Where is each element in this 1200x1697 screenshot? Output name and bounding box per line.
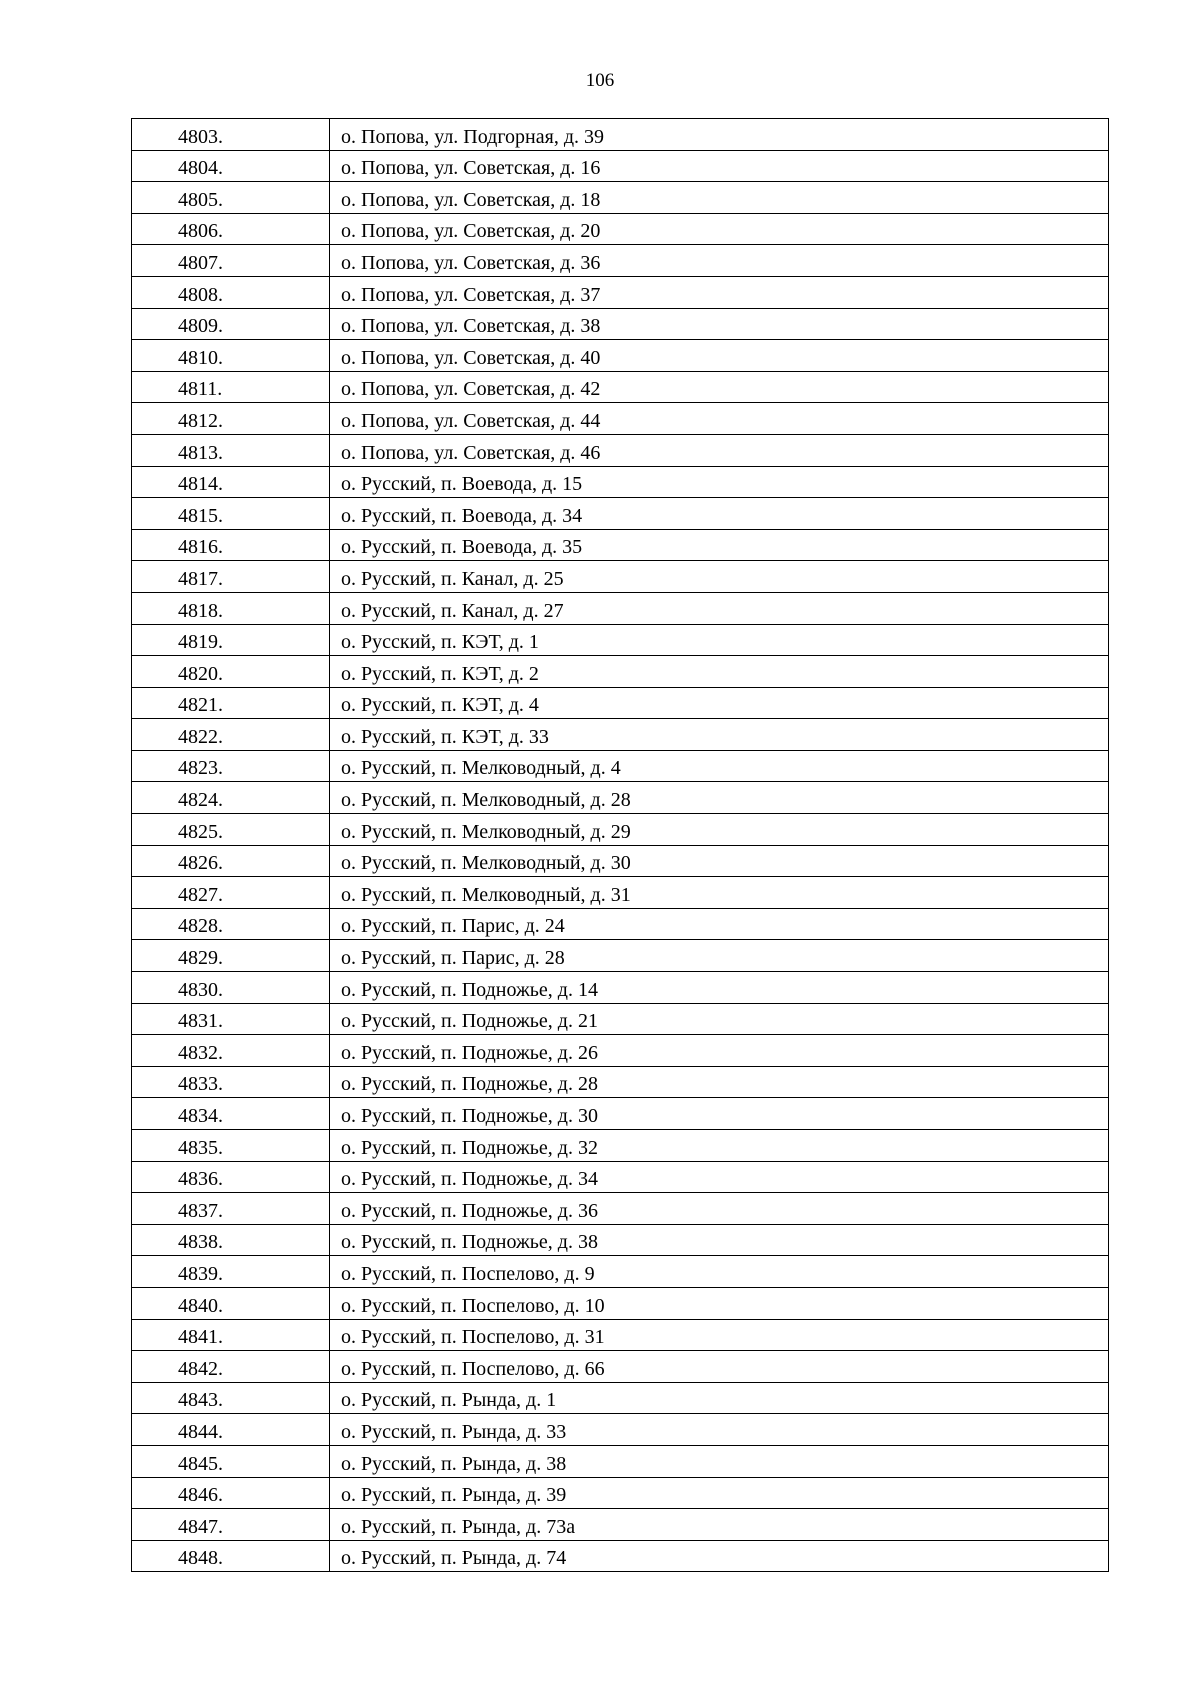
address-cell <box>330 1066 1109 1098</box>
row-number: 4826. <box>178 852 223 875</box>
row-number: 4831. <box>178 1010 223 1033</box>
address-text: о. Русский, п. Поспелово, д. 10 <box>341 1294 605 1317</box>
table-row <box>132 877 1109 909</box>
row-number: 4843. <box>178 1389 223 1412</box>
row-number-cell <box>132 624 330 656</box>
table-row <box>132 1382 1109 1414</box>
row-number-cell <box>132 1351 330 1383</box>
row-number-cell <box>132 561 330 593</box>
table-row <box>132 908 1109 940</box>
row-number-cell <box>132 940 330 972</box>
row-number: 4809. <box>178 315 223 338</box>
address-cell <box>330 213 1109 245</box>
address-text: о. Русский, п. Поспелово, д. 66 <box>341 1357 605 1380</box>
row-number-cell <box>132 1319 330 1351</box>
table-row <box>132 814 1109 846</box>
row-number-cell <box>132 814 330 846</box>
address-cell <box>330 1193 1109 1225</box>
table-row <box>132 1098 1109 1130</box>
address-text: о. Русский, п. Мелководный, д. 28 <box>341 789 631 812</box>
row-number: 4840. <box>178 1294 223 1317</box>
table-row <box>132 308 1109 340</box>
row-number: 4821. <box>178 694 223 717</box>
address-text: о. Русский, п. КЭТ, д. 4 <box>341 694 539 717</box>
address-text: о. Попова, ул. Советская, д. 37 <box>341 283 601 306</box>
address-text: о. Попова, ул. Советская, д. 40 <box>341 346 601 369</box>
address-cell <box>330 1161 1109 1193</box>
address-cell <box>330 276 1109 308</box>
table-row <box>132 782 1109 814</box>
row-number: 4832. <box>178 1041 223 1064</box>
row-number: 4848. <box>178 1547 223 1570</box>
row-number: 4822. <box>178 725 223 748</box>
row-number: 4815. <box>178 504 223 527</box>
address-cell <box>330 371 1109 403</box>
address-cell <box>330 624 1109 656</box>
address-cell <box>330 119 1109 151</box>
row-number: 4842. <box>178 1357 223 1380</box>
row-number-cell <box>132 1382 330 1414</box>
address-cell <box>330 561 1109 593</box>
address-text: о. Русский, п. Воевода, д. 35 <box>341 536 583 559</box>
table-row <box>132 1256 1109 1288</box>
address-text: о. Русский, п. Подножье, д. 26 <box>341 1041 598 1064</box>
row-number-cell <box>132 119 330 151</box>
address-text: о. Русский, п. Рында, д. 38 <box>341 1452 567 1475</box>
address-cell <box>330 877 1109 909</box>
address-cell <box>330 150 1109 182</box>
address-cell <box>330 1414 1109 1446</box>
row-number-cell <box>132 371 330 403</box>
row-number: 4824. <box>178 789 223 812</box>
address-cell <box>330 466 1109 498</box>
row-number: 4845. <box>178 1452 223 1475</box>
address-text: о. Попова, ул. Советская, д. 38 <box>341 315 601 338</box>
row-number-cell <box>132 434 330 466</box>
table-row <box>132 592 1109 624</box>
table-row <box>132 1161 1109 1193</box>
row-number: 4836. <box>178 1168 223 1191</box>
table-row <box>132 1130 1109 1162</box>
row-number-cell <box>132 719 330 751</box>
row-number-cell <box>132 1098 330 1130</box>
address-text: о. Русский, п. Воевода, д. 34 <box>341 504 583 527</box>
table-row <box>132 340 1109 372</box>
row-number: 4823. <box>178 757 223 780</box>
row-number: 4814. <box>178 473 223 496</box>
address-text: о. Русский, п. Мелководный, д. 31 <box>341 883 631 906</box>
table-row <box>132 1066 1109 1098</box>
address-text: о. Попова, ул. Советская, д. 16 <box>341 157 601 180</box>
address-text: о. Русский, п. Рында, д. 73а <box>341 1515 576 1538</box>
row-number: 4841. <box>178 1326 223 1349</box>
address-cell <box>330 972 1109 1004</box>
address-cell <box>330 940 1109 972</box>
row-number-cell <box>132 276 330 308</box>
row-number: 4833. <box>178 1073 223 1096</box>
address-cell <box>330 308 1109 340</box>
row-number-cell <box>132 1256 330 1288</box>
row-number-cell <box>132 1193 330 1225</box>
table-row <box>132 466 1109 498</box>
row-number: 4803. <box>178 125 223 148</box>
table-row <box>132 1319 1109 1351</box>
table-row <box>132 371 1109 403</box>
address-cell <box>330 1256 1109 1288</box>
row-number-cell <box>132 403 330 435</box>
address-cell <box>330 1351 1109 1383</box>
table-row <box>132 1540 1109 1572</box>
table-row <box>132 845 1109 877</box>
address-cell <box>330 782 1109 814</box>
address-text: о. Русский, п. Канал, д. 27 <box>341 599 564 622</box>
row-number: 4838. <box>178 1231 223 1254</box>
address-text: о. Русский, п. Подножье, д. 21 <box>341 1010 598 1033</box>
address-text: о. Русский, п. Рында, д. 39 <box>341 1484 567 1507</box>
row-number: 4804. <box>178 157 223 180</box>
row-number: 4811. <box>178 378 223 401</box>
row-number-cell <box>132 213 330 245</box>
address-cell <box>330 1130 1109 1162</box>
row-number-cell <box>132 308 330 340</box>
row-number: 4839. <box>178 1262 223 1285</box>
table-row <box>132 403 1109 435</box>
address-cell <box>330 182 1109 214</box>
row-number: 4828. <box>178 915 223 938</box>
row-number: 4844. <box>178 1420 223 1443</box>
table-row <box>132 1477 1109 1509</box>
row-number-cell <box>132 845 330 877</box>
row-number-cell <box>132 182 330 214</box>
table-row <box>132 940 1109 972</box>
address-cell <box>330 719 1109 751</box>
address-cell <box>330 1509 1109 1541</box>
row-number: 4830. <box>178 978 223 1001</box>
row-number: 4808. <box>178 283 223 306</box>
table-row <box>132 561 1109 593</box>
address-text: о. Русский, п. Поспелово, д. 9 <box>341 1262 595 1285</box>
row-number: 4847. <box>178 1515 223 1538</box>
address-cell <box>330 245 1109 277</box>
address-text: о. Русский, п. Подножье, д. 30 <box>341 1105 598 1127</box>
row-number-cell <box>132 782 330 814</box>
page-number: 106 <box>585 70 615 91</box>
address-cell <box>330 1287 1109 1319</box>
row-number: 4820. <box>178 662 223 685</box>
address-text: о. Русский, п. Рында, д. 33 <box>341 1420 567 1443</box>
table-row <box>132 1035 1109 1067</box>
address-cell <box>330 403 1109 435</box>
address-cell <box>330 434 1109 466</box>
address-text: о. Русский, п. Воевода, д. 15 <box>341 473 583 496</box>
address-text: о. Русский, п. Канал, д. 25 <box>341 567 564 590</box>
row-number-cell <box>132 498 330 530</box>
row-number: 4817. <box>178 567 223 590</box>
address-cell <box>330 1445 1109 1477</box>
table-row <box>132 1003 1109 1035</box>
row-number: 4834. <box>178 1105 223 1127</box>
address-text: о. Русский, п. КЭТ, д. 1 <box>341 631 539 654</box>
row-number: 4818. <box>178 599 223 622</box>
address-text: о. Русский, п. Подножье, д. 34 <box>341 1168 598 1191</box>
table-row <box>132 119 1109 151</box>
row-number: 4825. <box>178 820 223 843</box>
row-number-cell <box>132 1414 330 1446</box>
address-cell <box>330 1319 1109 1351</box>
address-cell <box>330 656 1109 688</box>
address-cell <box>330 1477 1109 1509</box>
table-row <box>132 1445 1109 1477</box>
table-row <box>132 719 1109 751</box>
table-row <box>132 245 1109 277</box>
row-number: 4816. <box>178 536 223 559</box>
address-text: о. Попова, ул. Советская, д. 46 <box>341 441 601 464</box>
address-cell <box>330 1003 1109 1035</box>
table-row <box>132 276 1109 308</box>
row-number: 4846. <box>178 1484 223 1507</box>
address-text: о. Попова, ул. Советская, д. 20 <box>341 220 601 243</box>
table-row <box>132 529 1109 561</box>
address-text: о. Попова, ул. Советская, д. 42 <box>341 378 601 401</box>
row-number-cell <box>132 1161 330 1193</box>
address-text: о. Русский, п. Парис, д. 28 <box>341 947 565 970</box>
row-number-cell <box>132 529 330 561</box>
table-row <box>132 1193 1109 1225</box>
row-number: 4807. <box>178 251 223 274</box>
row-number: 4829. <box>178 947 223 970</box>
address-text: о. Попова, ул. Советская, д. 44 <box>341 409 601 432</box>
table-row <box>132 624 1109 656</box>
address-text: о. Русский, п. КЭТ, д. 2 <box>341 662 539 685</box>
table-row <box>132 1224 1109 1256</box>
row-number-cell <box>132 466 330 498</box>
row-number-cell <box>132 1477 330 1509</box>
table-row <box>132 656 1109 688</box>
row-number: 4806. <box>178 220 223 243</box>
row-number: 4812. <box>178 409 223 432</box>
table-row <box>132 434 1109 466</box>
row-number-cell <box>132 656 330 688</box>
row-number: 4813. <box>178 441 223 464</box>
table-row <box>132 750 1109 782</box>
address-text: о. Русский, п. Парис, д. 24 <box>341 915 565 938</box>
address-table <box>131 118 1109 1572</box>
address-text: о. Попова, ул. Советская, д. 18 <box>341 188 601 211</box>
address-text: о. Русский, п. КЭТ, д. 33 <box>341 725 549 748</box>
table-row <box>132 972 1109 1004</box>
address-cell <box>330 340 1109 372</box>
address-text: о. Русский, п. Поспелово, д. 31 <box>341 1326 605 1349</box>
address-cell <box>330 529 1109 561</box>
table-row <box>132 1287 1109 1319</box>
address-cell <box>330 592 1109 624</box>
row-number-cell <box>132 1287 330 1319</box>
address-text: о. Русский, п. Подножье, д. 38 <box>341 1231 598 1254</box>
row-number-cell <box>132 1003 330 1035</box>
row-number-cell <box>132 750 330 782</box>
row-number: 4810. <box>178 346 223 369</box>
row-number-cell <box>132 592 330 624</box>
address-text: о. Русский, п. Подножье, д. 32 <box>341 1136 598 1159</box>
row-number-cell <box>132 877 330 909</box>
row-number-cell <box>132 1540 330 1572</box>
row-number: 4827. <box>178 883 223 906</box>
row-number: 4837. <box>178 1199 223 1222</box>
row-number: 4819. <box>178 631 223 654</box>
table-row <box>132 687 1109 719</box>
address-text: о. Русский, п. Подножье, д. 14 <box>341 978 598 1001</box>
table-row <box>132 182 1109 214</box>
address-text: о. Русский, п. Рында, д. 74 <box>341 1547 567 1570</box>
address-cell <box>330 1224 1109 1256</box>
row-number: 4805. <box>178 188 223 211</box>
row-number-cell <box>132 1066 330 1098</box>
address-cell <box>330 1382 1109 1414</box>
row-number-cell <box>132 1509 330 1541</box>
row-number-cell <box>132 1445 330 1477</box>
address-cell <box>330 1035 1109 1067</box>
table-row <box>132 213 1109 245</box>
address-text: о. Русский, п. Мелководный, д. 4 <box>341 757 621 780</box>
address-cell <box>330 908 1109 940</box>
address-cell <box>330 814 1109 846</box>
row-number-cell <box>132 972 330 1004</box>
table-row <box>132 1351 1109 1383</box>
row-number-cell <box>132 908 330 940</box>
address-cell <box>330 1098 1109 1130</box>
address-cell <box>330 687 1109 719</box>
row-number-cell <box>132 1130 330 1162</box>
row-number-cell <box>132 340 330 372</box>
address-cell <box>330 498 1109 530</box>
address-text: о. Русский, п. Подножье, д. 36 <box>341 1199 598 1222</box>
row-number-cell <box>132 1224 330 1256</box>
table-row <box>132 1509 1109 1541</box>
address-cell <box>330 1540 1109 1572</box>
table-row <box>132 1414 1109 1446</box>
address-text: о. Русский, п. Рында, д. 1 <box>341 1389 557 1412</box>
table-row <box>132 498 1109 530</box>
address-cell <box>330 845 1109 877</box>
address-table-body <box>132 119 1109 1572</box>
address-text: о. Русский, п. Мелководный, д. 30 <box>341 852 631 875</box>
table-row <box>132 150 1109 182</box>
address-text: о. Попова, ул. Подгорная, д. 39 <box>341 125 605 148</box>
row-number-cell <box>132 245 330 277</box>
address-text: о. Русский, п. Подножье, д. 28 <box>341 1073 598 1096</box>
address-text: о. Русский, п. Мелководный, д. 29 <box>341 820 631 843</box>
address-text: о. Попова, ул. Советская, д. 36 <box>341 251 601 274</box>
address-cell <box>330 750 1109 782</box>
row-number-cell <box>132 150 330 182</box>
row-number-cell <box>132 687 330 719</box>
row-number-cell <box>132 1035 330 1067</box>
row-number: 4835. <box>178 1136 223 1159</box>
